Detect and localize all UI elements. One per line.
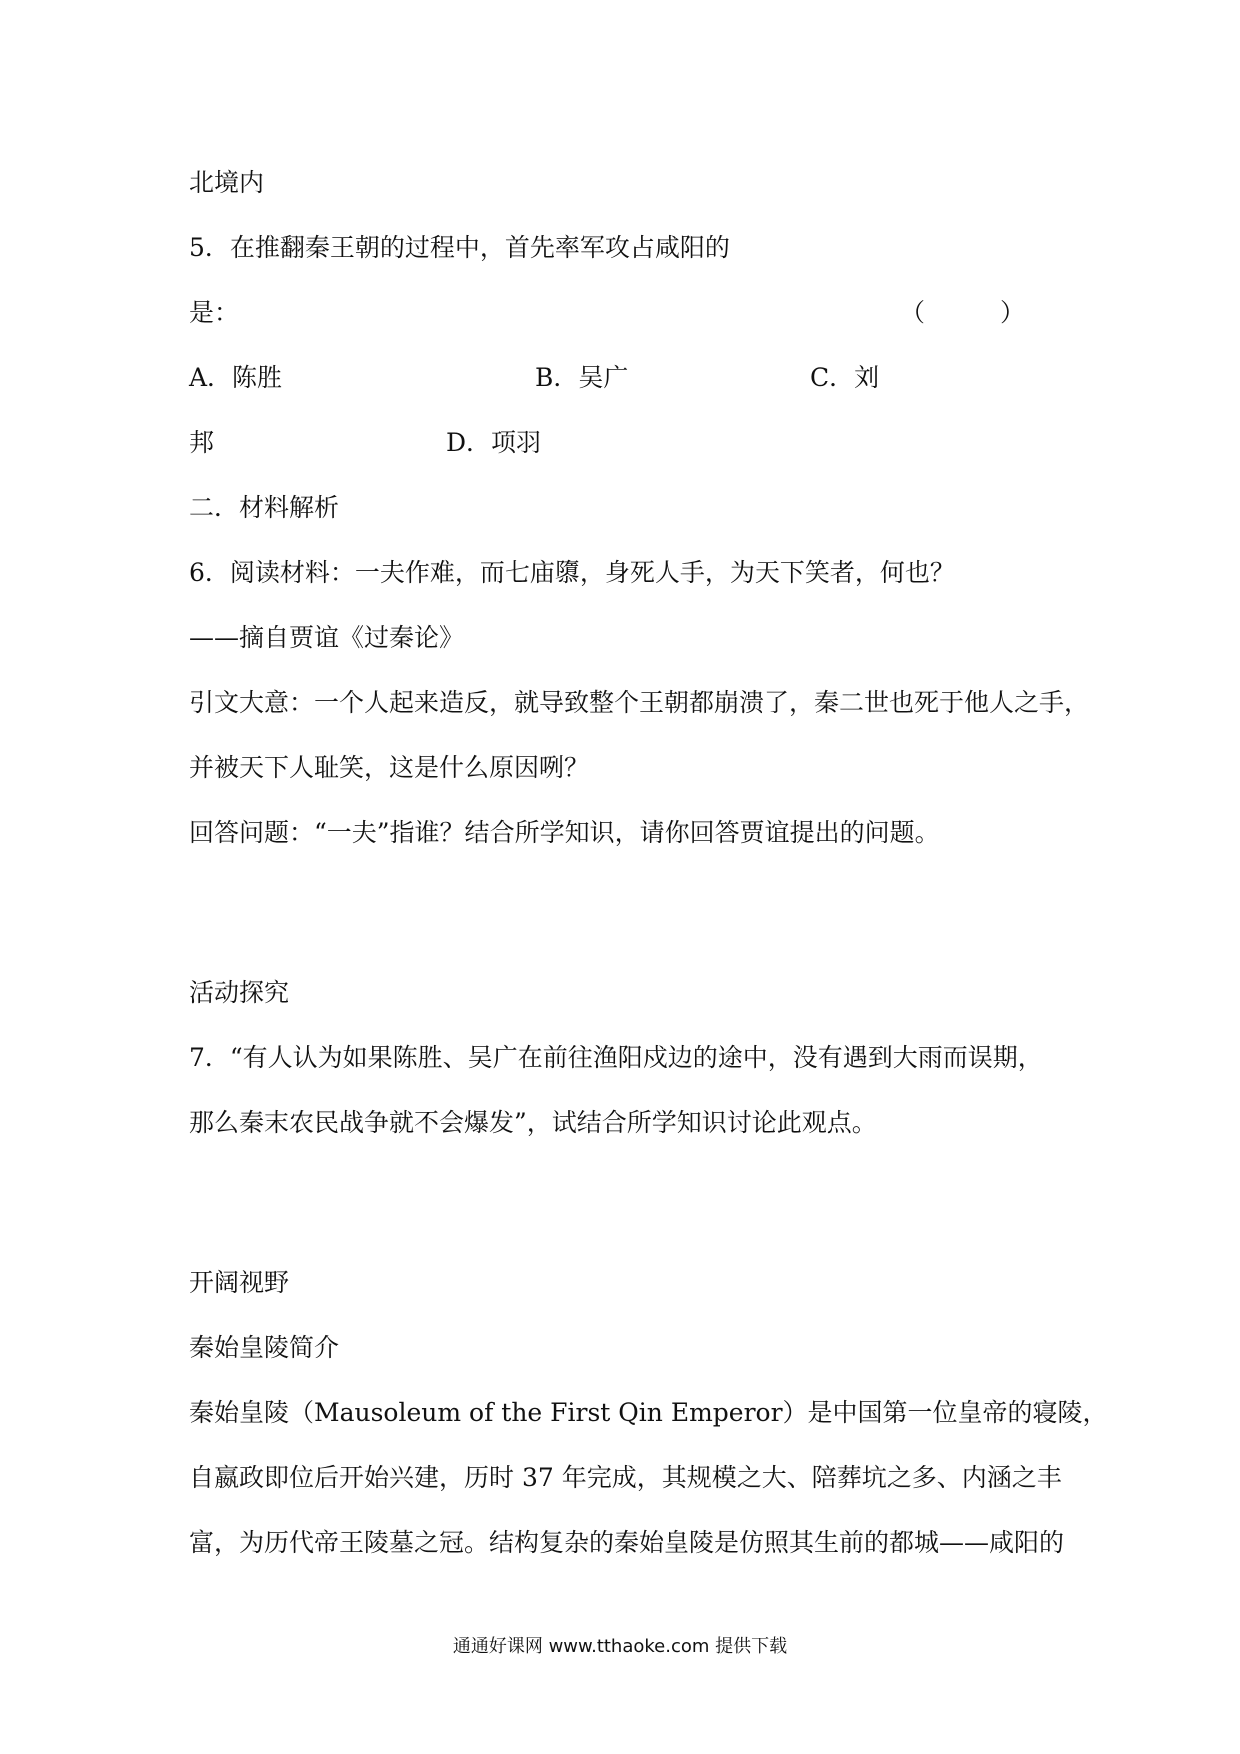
text-line-continuation: 北境内 [189, 168, 265, 197]
question-5-option-b: B．吴广 [535, 363, 629, 392]
mausoleum-title: 秦始皇陵简介 [189, 1333, 340, 1362]
question-7-line-1: 7．“有人认为如果陈胜、吴广在前往渔阳戍边的途中，没有遇到大雨而误期， [189, 1043, 1043, 1072]
section-heading-broaden-horizons: 开阔视野 [189, 1268, 290, 1297]
question-6-stem: 6．阅读材料：一夫作难，而七庙隳，身死人手，为天下笑者，何也？ [189, 558, 955, 587]
question-7-line-2: 那么秦末农民战争就不会爆发”，试结合所学知识讨论此观点。 [189, 1108, 877, 1137]
page-footer: 通通好课网 www.tthaoke.com 提供下载 [452, 1636, 788, 1657]
question-5-stem-continued: 是： [189, 298, 240, 327]
mausoleum-paragraph-line-3: 富，为历代帝王陵墓之冠。结构复杂的秦始皇陵是仿照其生前的都城——咸阳的 [189, 1528, 1065, 1557]
question-5-option-c: C．刘 [810, 363, 880, 392]
question-6-prompt: 回答问题：“一夫”指谁？结合所学知识，请你回答贾谊提出的问题。 [189, 818, 940, 847]
question-5-option-a: A．陈胜 [189, 363, 283, 392]
question-6-meaning-line-2: 并被天下人耻笑，这是什么原因咧？ [189, 753, 590, 782]
answer-blank-parentheses: （ ） [900, 298, 1026, 327]
question-5-option-c-continued: 邦 [189, 428, 215, 457]
question-6-meaning-line-1: 引文大意：一个人起来造反，就导致整个王朝都崩溃了，秦二世也死于他人之手， [189, 688, 1090, 717]
mausoleum-paragraph-line-1: 秦始皇陵（Mausoleum of the First Qin Emperor）是中国第一位皇帝的寝陵， [189, 1398, 1108, 1427]
question-5-option-d: D．项羽 [446, 428, 542, 457]
section-heading-material-analysis: 二．材料解析 [189, 493, 340, 522]
mausoleum-paragraph-line-2: 自嬴政即位后开始兴建，历时 37 年完成，其规模之大、陪葬坑之多、内涵之丰 [189, 1463, 1062, 1492]
section-heading-activity: 活动探究 [189, 978, 290, 1007]
question-5-stem: 5．在推翻秦王朝的过程中，首先率军攻占咸阳的 [189, 233, 730, 262]
question-6-source: ——摘自贾谊《过秦论》 [189, 623, 465, 652]
